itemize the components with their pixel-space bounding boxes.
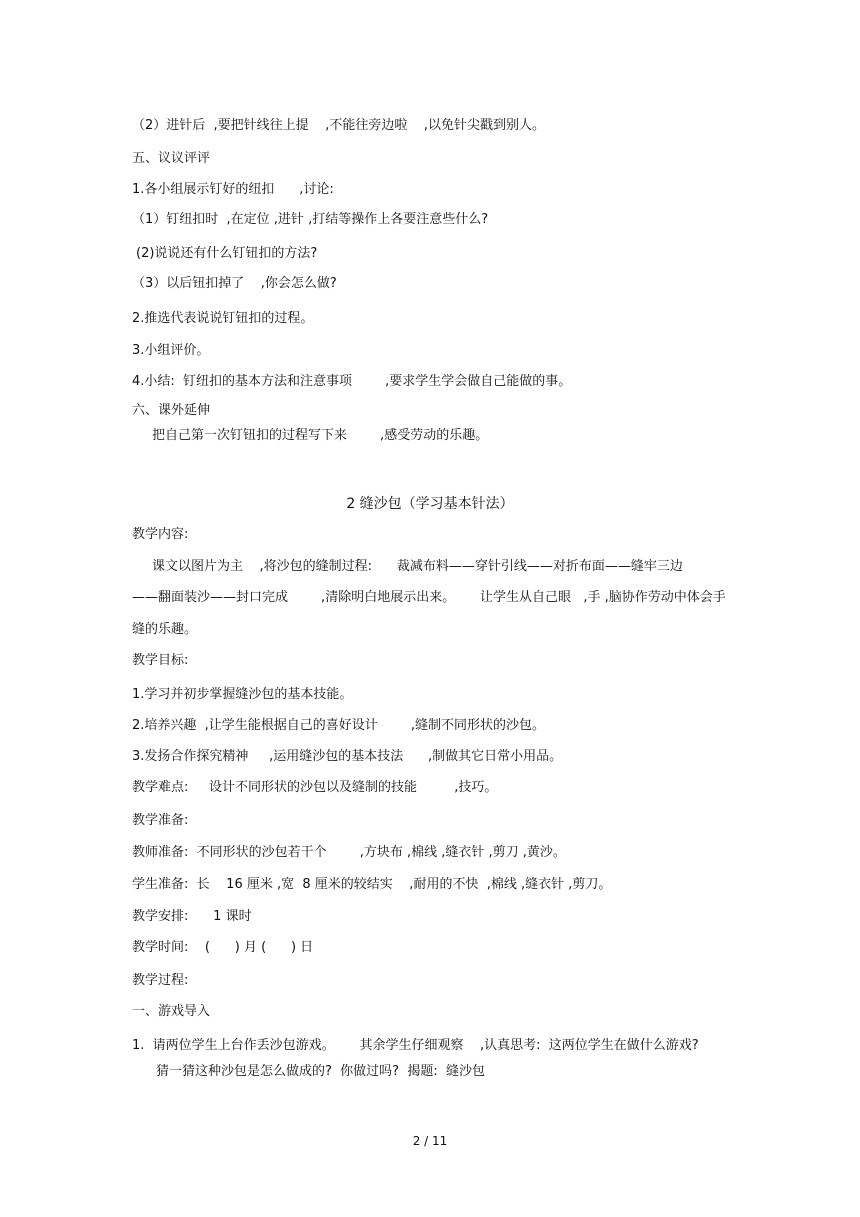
list-item: 1.学习并初步掌握缝沙包的基本技能。 — [132, 687, 353, 702]
paragraph-line: ——翻面装沙——封口完成 ,清除明白地展示出来。 让学生从自己眼 ,手 ,脑协作劳动中体会手 — [132, 590, 726, 605]
page-number: 2 / 11 — [412, 1134, 448, 1148]
field-label: 教学目标: — [132, 653, 189, 668]
section-heading: 六、课外延伸 — [132, 403, 211, 418]
text-line: 把自己第一次钉钮扣的过程写下来 ,感受劳动的乐趣。 — [152, 428, 489, 443]
text-line: 学生准备: 长 16 厘米 ,宽 8 厘米的较结实 ,耐用的不快 ,棉线 ,缝衣针 ,剪刀。 — [132, 877, 612, 892]
section-heading: 一、游戏导入 — [132, 1004, 211, 1019]
section-heading: 五、议议评评 — [132, 151, 211, 166]
list-subitem: （1）钉纽扣时 ,在定位 ,进针 ,打结等操作上各要注意些什么? — [132, 212, 489, 227]
field-label: 教学准备: — [132, 813, 189, 828]
text-line: 教学时间: ( ) 月 ( ) 日 — [132, 940, 314, 955]
list-item: 1. 请两位学生上台作丢沙包游戏。 其余学生仔细观察 ,认真思考: 这两位学生在做什么游戏? — [132, 1038, 699, 1053]
list-item-continuation: 猜一猜这种沙包是怎么做成的? 你做过吗? 揭题: 缝沙包 — [156, 1064, 485, 1079]
list-item: 2.推选代表说说钉钮扣的过程。 — [132, 311, 314, 326]
lesson-title: 2 缝沙包（学习基本针法） — [346, 496, 514, 512]
list-item: 1.各小组展示钉好的纽扣 ,讨论: — [132, 182, 334, 197]
paragraph-line: 缝的乐趣。 — [132, 622, 198, 637]
list-item: 2.培养兴趣 ,让学生能根据自己的喜好设计 ,缝制不同形状的沙包。 — [132, 718, 545, 733]
text-line: 教学难点: 设计不同形状的沙包以及缝制的技能 ,技巧。 — [132, 780, 498, 795]
paragraph-line: 课文以图片为主 ,将沙包的缝制过程: 裁减布料——穿针引线——对折布面——缝牢三边 — [152, 559, 683, 574]
list-subitem: （3）以后钮扣掉了 ,你会怎么做? — [132, 276, 337, 291]
list-item: 3.小组评价。 — [132, 343, 210, 358]
field-label: 教学内容: — [132, 527, 189, 542]
list-item: 4.小结: 钉纽扣的基本方法和注意事项 ,要求学生学会做自己能做的事。 — [132, 374, 572, 389]
text-line: （2）进针后 ,要把针线往上提 ,不能往旁边啦 ,以免针尖戳到别人。 — [132, 118, 545, 133]
list-item: 3.发扬合作探究精神 ,运用缝沙包的基本技法 ,制做其它日常小用品。 — [132, 749, 563, 764]
text-line: 教学安排: 1 课时 — [132, 909, 252, 924]
list-subitem: (2)说说还有什么钉钮扣的方法? — [136, 246, 318, 261]
text-line: 教师准备: 不同形状的沙包若干个 ,方块布 ,棉线 ,缝衣针 ,剪刀 ,黄沙。 — [132, 845, 566, 860]
field-label: 教学过程: — [132, 973, 189, 988]
